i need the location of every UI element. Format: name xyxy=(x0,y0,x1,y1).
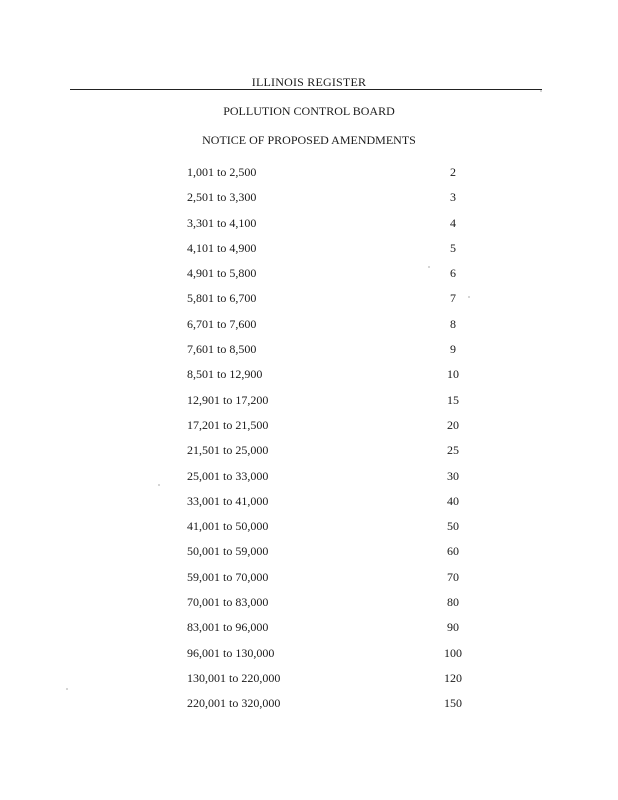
sample-count: 25 xyxy=(447,443,459,458)
population-range: 220,001 to 320,000 xyxy=(187,696,281,711)
population-range: 33,001 to 41,000 xyxy=(187,493,269,508)
header-divider xyxy=(70,89,542,90)
population-range: 70,001 to 83,000 xyxy=(187,595,269,610)
population-range: 83,001 to 96,000 xyxy=(187,620,269,635)
table-row xyxy=(0,266,618,291)
sample-count: 5 xyxy=(450,240,456,255)
range-table xyxy=(0,165,618,722)
population-range: 21,501 to 25,000 xyxy=(187,443,269,458)
sample-count: 4 xyxy=(450,215,456,230)
population-range: 5,801 to 6,700 xyxy=(187,291,257,306)
table-row xyxy=(0,190,618,215)
sample-count: 7 xyxy=(450,291,456,306)
table-row xyxy=(0,418,618,443)
sample-count: 30 xyxy=(447,468,459,483)
sample-count: 20 xyxy=(447,417,459,432)
table-row xyxy=(0,494,618,519)
table-row xyxy=(0,646,618,671)
scan-speck xyxy=(66,688,68,690)
sample-count: 10 xyxy=(447,367,459,382)
population-range: 2,501 to 3,300 xyxy=(187,190,257,205)
population-range: 1,001 to 2,500 xyxy=(187,165,257,179)
table-row xyxy=(0,216,618,241)
sample-count: 8 xyxy=(450,316,456,331)
board-title: POLLUTION CONTROL BOARD xyxy=(223,104,395,118)
table-row xyxy=(0,620,618,645)
table-row xyxy=(0,165,618,190)
population-range: 96,001 to 130,000 xyxy=(187,645,275,660)
population-range: 41,001 to 50,000 xyxy=(187,519,269,534)
population-range: 4,901 to 5,800 xyxy=(187,266,257,281)
sample-count: 50 xyxy=(447,519,459,534)
table-row xyxy=(0,696,618,721)
sample-count: 2 xyxy=(450,165,456,179)
notice-title: NOTICE OF PROPOSED AMENDMENTS xyxy=(202,133,416,147)
table-row xyxy=(0,544,618,569)
sample-count: 80 xyxy=(447,595,459,610)
table-row xyxy=(0,342,618,367)
table-row xyxy=(0,393,618,418)
sample-count: 100 xyxy=(444,645,462,660)
population-range: 3,301 to 4,100 xyxy=(187,215,257,230)
table-row xyxy=(0,443,618,468)
table-row xyxy=(0,367,618,392)
sample-count: 120 xyxy=(444,670,462,685)
table-row xyxy=(0,317,618,342)
population-range: 8,501 to 12,900 xyxy=(187,367,263,382)
table-row xyxy=(0,671,618,696)
population-range: 7,601 to 8,500 xyxy=(187,342,257,357)
register-title: ILLINOIS REGISTER xyxy=(251,75,367,89)
sample-count: 6 xyxy=(450,266,456,281)
population-range: 59,001 to 70,000 xyxy=(187,569,269,584)
population-range: 6,701 to 7,600 xyxy=(187,316,257,331)
table-row xyxy=(0,595,618,620)
table-row xyxy=(0,241,618,266)
population-range: 4,101 to 4,900 xyxy=(187,240,257,255)
sample-count: 3 xyxy=(450,190,456,205)
scan-speck xyxy=(540,90,542,92)
table-row xyxy=(0,291,618,316)
sample-count: 40 xyxy=(447,493,459,508)
sample-count: 60 xyxy=(447,544,459,559)
scan-speck xyxy=(428,266,430,268)
table-row xyxy=(0,570,618,595)
population-range: 25,001 to 33,000 xyxy=(187,468,269,483)
table-row xyxy=(0,519,618,544)
sample-count: 90 xyxy=(447,620,459,635)
table-row xyxy=(0,469,618,494)
sample-count: 70 xyxy=(447,569,459,584)
population-range: 130,001 to 220,000 xyxy=(187,670,281,685)
scan-speck xyxy=(158,484,160,486)
sample-count: 150 xyxy=(444,696,462,711)
scan-speck xyxy=(468,296,470,298)
population-range: 17,201 to 21,500 xyxy=(187,417,269,432)
sample-count: 9 xyxy=(450,342,456,357)
population-range: 50,001 to 59,000 xyxy=(187,544,269,559)
sample-count: 15 xyxy=(447,392,459,407)
population-range: 12,901 to 17,200 xyxy=(187,392,269,407)
